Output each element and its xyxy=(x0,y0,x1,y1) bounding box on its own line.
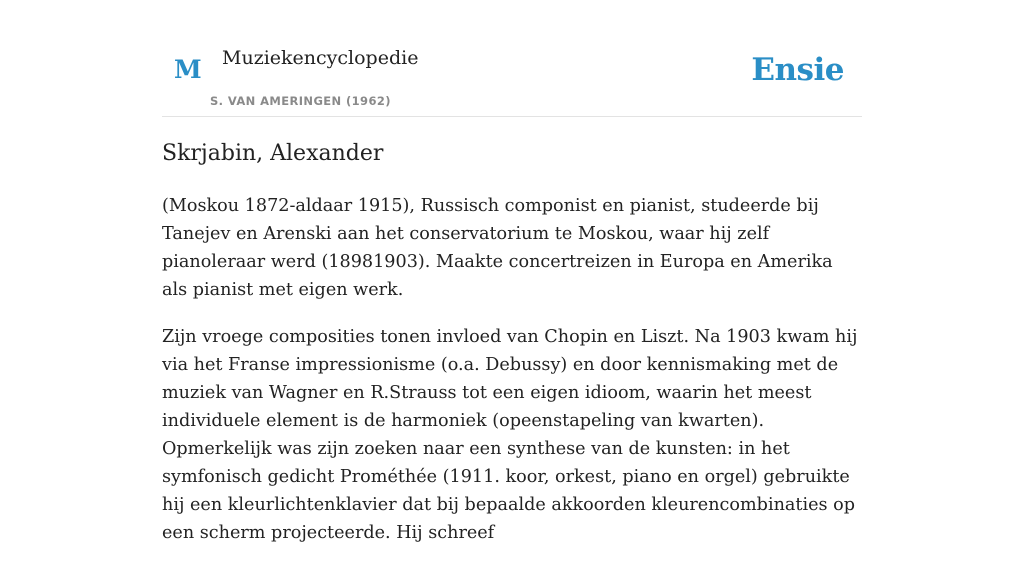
source-title-link[interactable]: Muziekencyclopedie xyxy=(222,47,419,69)
article-paragraph: (Moskou 1872-aldaar 1915), Russisch componist en pianist, studeerde bij Tanejev en Arenski aan het conservatorium te Moskou, waar hij zelf pianoleraar werd (18981903). Maakte concertreizen in Europa en Amerika als pianist met eigen werk. xyxy=(162,196,833,300)
brand-logo-link[interactable]: Ensie xyxy=(751,52,844,88)
article-body xyxy=(162,192,862,566)
source-logo[interactable]: M xyxy=(174,55,202,84)
article-title: Skrjabin, Alexander xyxy=(162,141,384,166)
article-paragraph: Zijn vroege composities tonen invloed van Chopin en Liszt. Na 1903 kwam hij via het Franse impressionisme (o.a. Debussy) en door kennismaking met de muziek van Wagner en R.Strauss tot een eigen idioom, waarin het meest individuele element is de harmoniek (opeenstapeling van kwarten). Opmerkelijk was zijn zoeken naar een synthese van de kunsten: in het symfonisch gedicht Prométhée (1911. koor, orkest, piano en orgel) gebruikte hij een kleurlichtenklavier dat bij bepaalde akkoorden kleurencombinaties op een scherm projecteerde. Hij schreef xyxy=(162,327,858,543)
source-header xyxy=(162,0,862,117)
source-author: S. VAN AMERINGEN (1962) xyxy=(210,94,391,108)
